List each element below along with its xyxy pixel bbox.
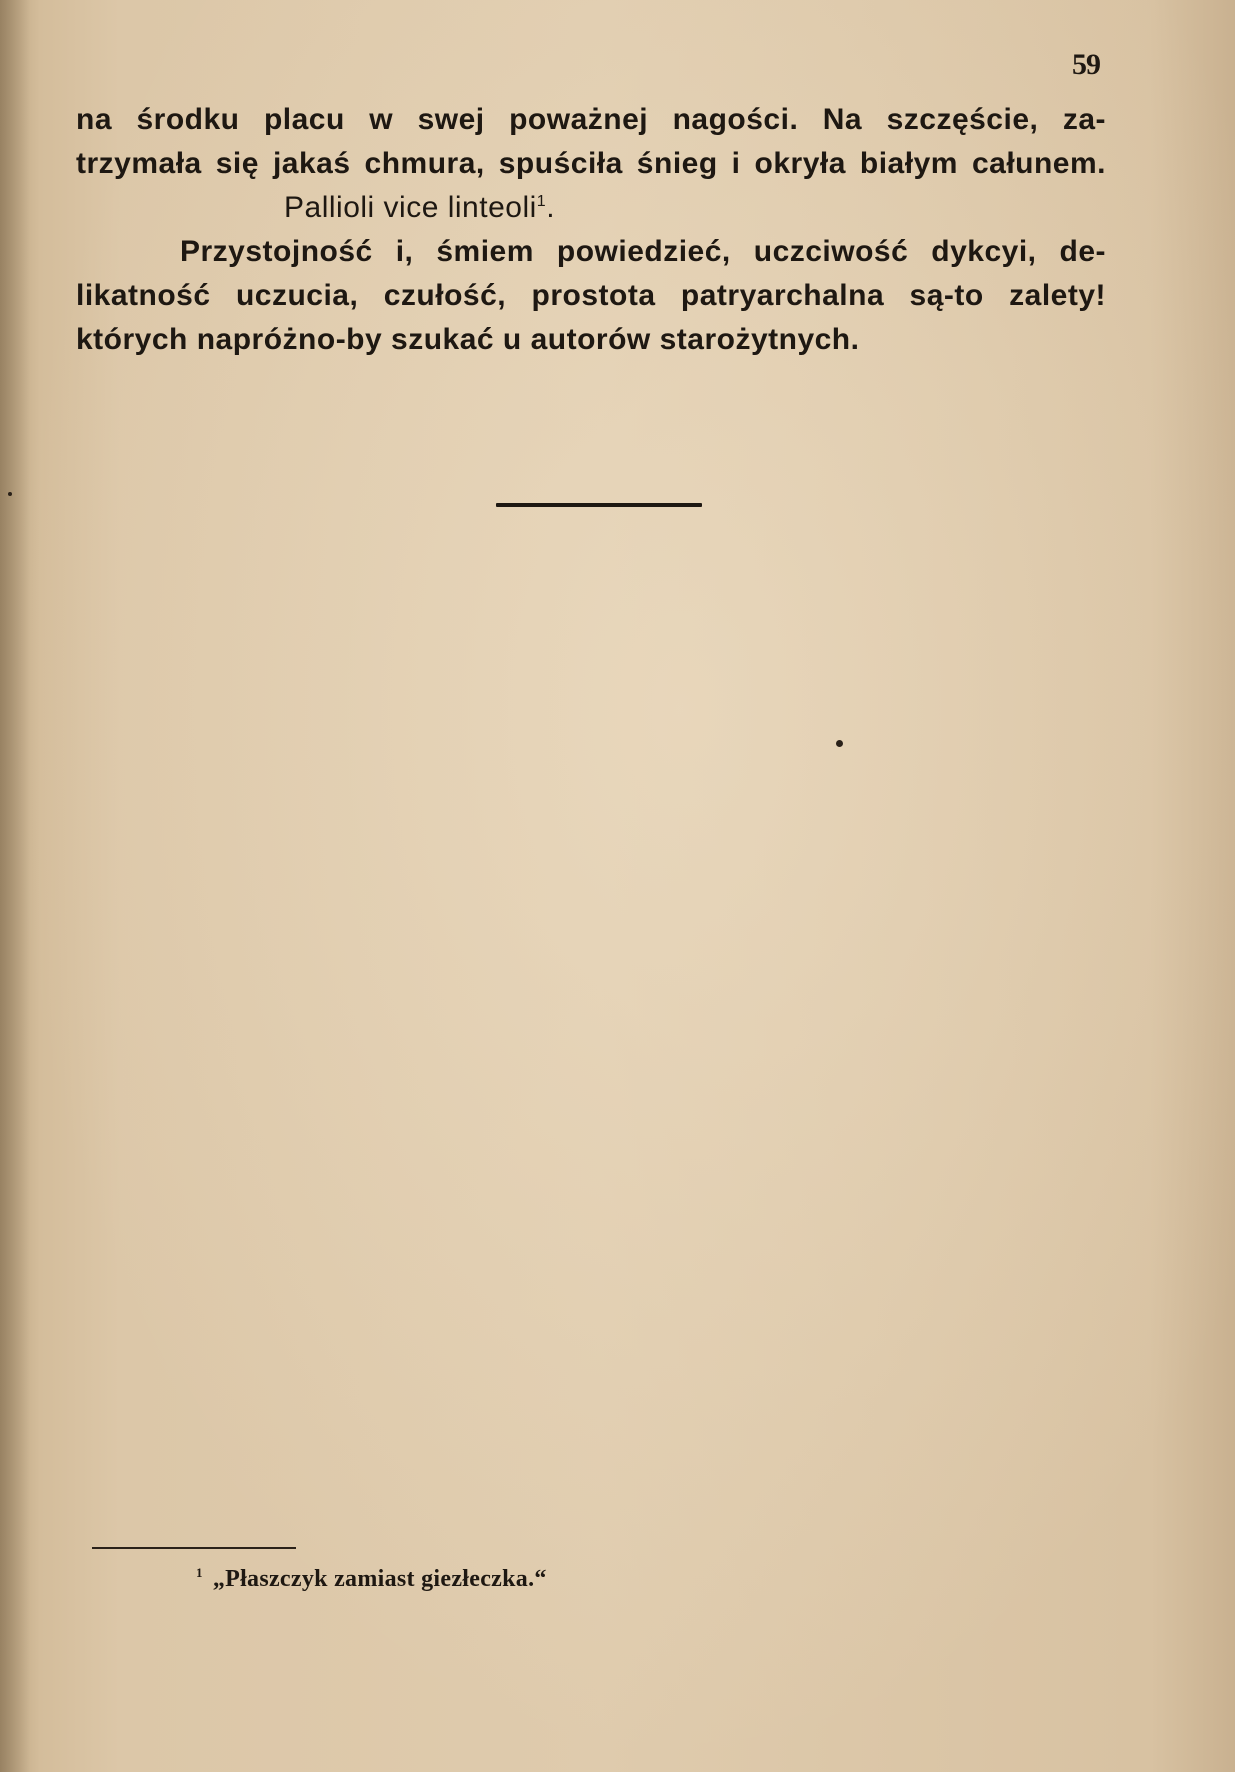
text-line-1: na środku placu w swej poważnej nagości. Na szczęście, za- — [76, 103, 1106, 136]
text-line-5: likatność uczucia, czułość, prostota patryarchalna są-to zalety! — [76, 279, 1106, 312]
footnote-number: 1 — [196, 1565, 203, 1580]
footnote-text: „Płaszczyk zamiast giezłeczka.“ — [212, 1566, 547, 1592]
latin-verse-text: Pallioli vice linteoli — [284, 191, 537, 224]
text-line-4: Przystojność i, śmiem powiedzieć, uczciwość dykcyi, de- — [180, 235, 1106, 268]
ink-speck — [836, 740, 843, 747]
footnote-reference: 1 — [536, 193, 547, 210]
text-line-2: trzymała się jakaś chmura, spuściła śnieg i okryła białym całunem. — [76, 147, 1106, 180]
footnote — [196, 1566, 547, 1593]
latin-verse-end: . — [546, 191, 556, 224]
latin-verse — [76, 186, 1106, 230]
page-number: 59 — [1072, 48, 1100, 81]
ink-speck — [8, 492, 12, 496]
section-end-rule — [496, 503, 702, 507]
spine-shadow — [0, 0, 30, 1772]
main-text — [76, 98, 1106, 362]
text-line-6: których napróżno-by szukać u autorów starożytnych. — [76, 323, 860, 356]
footnote-rule — [92, 1547, 296, 1549]
